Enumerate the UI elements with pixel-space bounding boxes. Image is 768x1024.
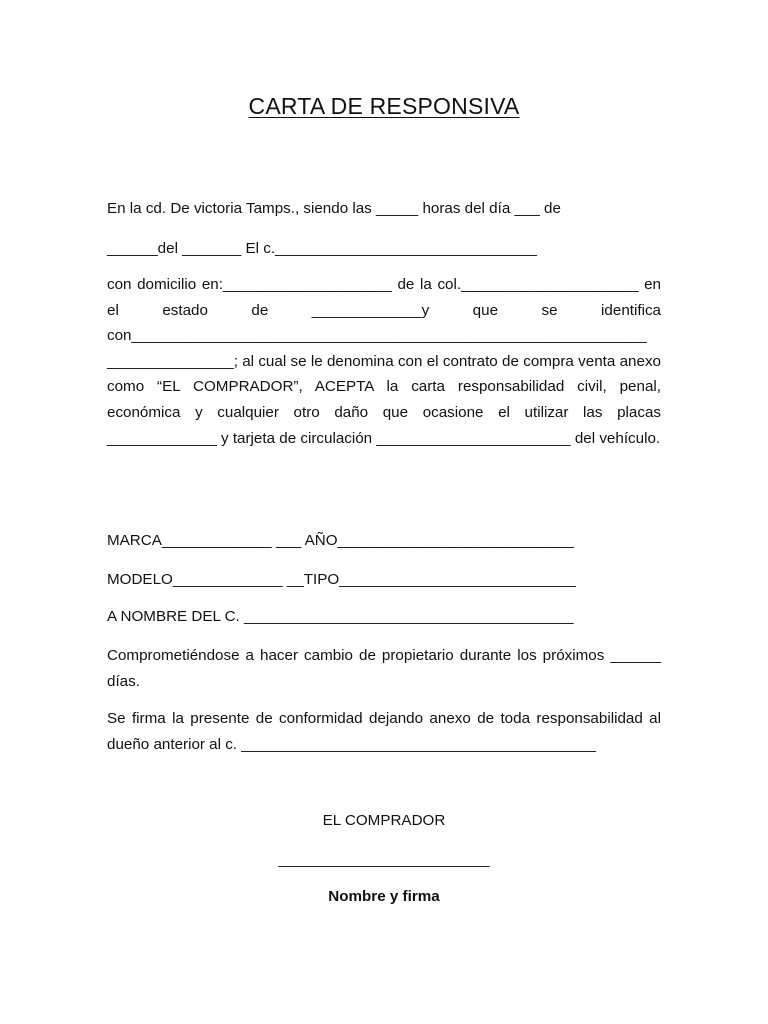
document-title — [0, 93, 768, 120]
intro-line-2: ______del _______ El c._______________________________ — [107, 240, 537, 257]
marca-ano-line: MARCA_____________ ___ AÑO____________________________ — [107, 532, 575, 549]
signature-caption: Nombre y firma — [328, 888, 440, 905]
document-title-text: CARTA DE RESPONSIVA — [248, 93, 520, 119]
conformity-paragraph: Se firma la presente de conformidad dejando anexo de toda responsabilidad al dueño anterior al c. __________________________________________ — [107, 710, 661, 753]
signature-line: _________________________ — [278, 851, 490, 868]
commitment-paragraph: Comprometiéndose a hacer cambio de propietario durante los próximos ______ días. — [107, 647, 661, 690]
signature-role: EL COMPRADOR — [322, 812, 446, 829]
nombre-line: A NOMBRE DEL C. _______________________________________ — [107, 608, 574, 625]
address-paragraph: con domicilio en:____________________ de la col._____________________ en el estado de _____________y que se identifica con_____________________________________________________________ _______________; al cual se le denomina con el contrato de compra venta anexo como “EL COMPRADOR”, ACEPTA la carta responsabilidad civil, penal, económica y cualquier otro daño que ocasione el utilizar las placas _____________ y tarjeta de circulación _______________________ del vehículo. — [107, 276, 661, 447]
modelo-tipo-line: MODELO_____________ __TIPO____________________________ — [107, 571, 576, 588]
intro-line-1: En la cd. De victoria Tamps., siendo las _____ horas del día ___ de — [107, 200, 561, 217]
